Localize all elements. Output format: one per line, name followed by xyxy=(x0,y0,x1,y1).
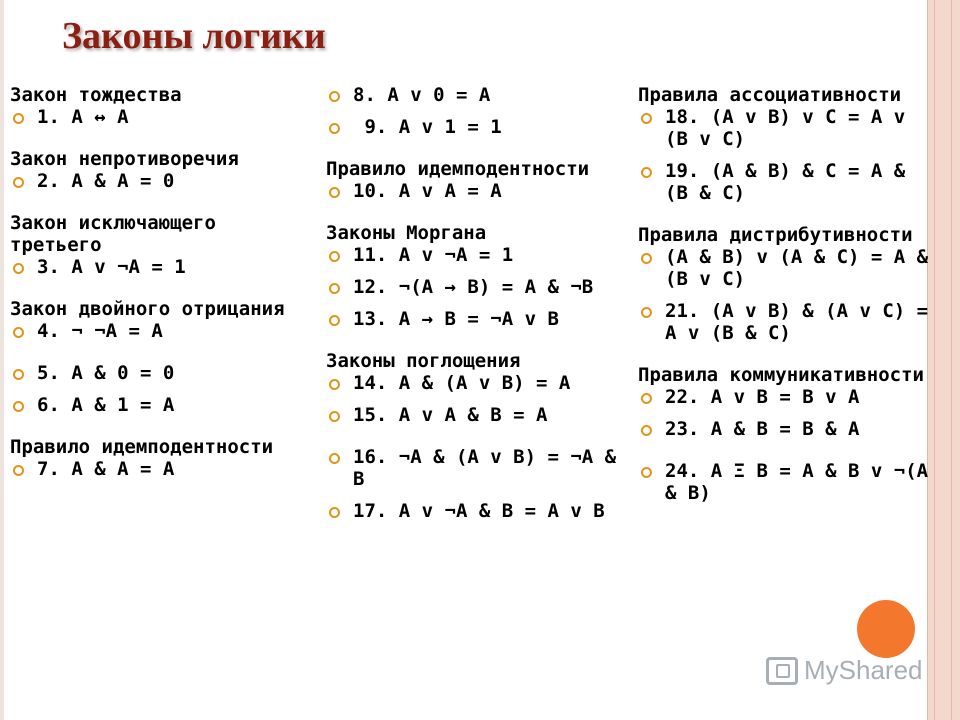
law-block xyxy=(10,298,315,342)
bullet-icon xyxy=(13,465,24,476)
law-block xyxy=(638,460,938,504)
law-heading: Закон тождества xyxy=(10,84,182,106)
law-item: 7. A & A = A xyxy=(10,458,315,480)
law-item: 14. A & (A v B) = A xyxy=(326,372,626,394)
law-heading: Законы поглощения xyxy=(326,350,521,372)
bullet-icon xyxy=(641,167,652,178)
bullet-icon xyxy=(641,467,652,478)
bullet-icon xyxy=(329,315,340,326)
bullet-icon xyxy=(329,379,340,390)
myshared-logo-icon xyxy=(766,657,798,685)
bullet-icon xyxy=(641,307,652,318)
bullet-icon xyxy=(13,263,24,274)
law-block xyxy=(10,436,315,480)
law-block xyxy=(326,350,626,426)
law-item: 10. A v A = A xyxy=(326,180,626,202)
law-item: 13. A → B = ¬A v B xyxy=(326,308,626,330)
column-middle xyxy=(326,84,626,522)
law-block xyxy=(326,446,626,522)
law-block xyxy=(10,84,315,128)
bullet-icon xyxy=(13,401,24,412)
law-block xyxy=(10,148,315,192)
bullet-icon xyxy=(641,393,652,404)
bullet-icon xyxy=(641,425,652,436)
column-left xyxy=(10,84,315,480)
law-item: 8. A v 0 = A xyxy=(326,84,626,106)
bullet-icon xyxy=(329,123,340,134)
law-item: 24. A Ξ B = A & B v ¬(A & B) xyxy=(638,460,938,504)
watermark-text: MyShared xyxy=(804,655,923,685)
law-block xyxy=(10,362,315,416)
law-block xyxy=(638,364,938,440)
law-heading: Правило идемподентности xyxy=(10,436,274,458)
law-item: 2. A & A = 0 xyxy=(10,170,315,192)
law-item: 22. A v B = B v A xyxy=(638,386,938,408)
law-heading: Законы Моргана xyxy=(326,222,487,244)
bullet-icon xyxy=(329,251,340,262)
law-item: 16. ¬A & (A v B) = ¬A & B xyxy=(326,446,626,490)
law-item: 18. (A v B) v C = A v (B v C) xyxy=(638,106,938,150)
law-heading: Закон непротиворечия xyxy=(10,148,239,170)
law-block xyxy=(638,84,938,204)
law-item: (A & B) v (A & C) = A & (B v C) xyxy=(638,246,938,290)
law-heading: Правила коммуникативности xyxy=(638,364,924,386)
bullet-icon xyxy=(641,253,652,264)
law-heading: Закон исключающего третьего xyxy=(10,212,216,256)
bullet-icon xyxy=(13,177,24,188)
bullet-icon xyxy=(329,91,340,102)
watermark xyxy=(766,655,923,686)
law-block xyxy=(638,224,938,344)
law-heading: Правила ассоциативности xyxy=(638,84,902,106)
law-block xyxy=(326,158,626,202)
law-item: 21. (A v B) & (A v C) = A v (B & C) xyxy=(638,300,938,344)
law-item: 1. A ↔ A xyxy=(10,106,315,128)
law-item: 6. A & 1 = A xyxy=(10,394,315,416)
bullet-icon xyxy=(329,507,340,518)
law-heading: Правило идемподентности xyxy=(326,158,590,180)
bullet-icon xyxy=(13,327,24,338)
law-block xyxy=(326,222,626,330)
bullet-icon xyxy=(641,113,652,124)
law-item: 17. A v ¬A & B = A v B xyxy=(326,500,626,522)
bullet-icon xyxy=(329,453,340,464)
law-item: 23. A & B = B & A xyxy=(638,418,938,440)
law-item: 15. A v A & B = A xyxy=(326,404,626,426)
bullet-icon xyxy=(329,187,340,198)
decorative-orange-circle xyxy=(857,600,915,658)
law-block xyxy=(10,212,315,278)
bullet-icon xyxy=(329,411,340,422)
law-item: 11. A v ¬A = 1 xyxy=(326,244,626,266)
law-item: 3. A v ¬A = 1 xyxy=(10,256,315,278)
law-item: 12. ¬(A → B) = A & ¬B xyxy=(326,276,626,298)
left-border xyxy=(0,0,4,720)
slide-title: Законы логики xyxy=(62,15,326,57)
law-heading: Закон двойного отрицания xyxy=(10,298,285,320)
law-heading: Правила дистрибутивности xyxy=(638,224,913,246)
law-item: 4. ¬ ¬A = A xyxy=(10,320,315,342)
law-item: 9. A v 1 = 1 xyxy=(326,116,626,138)
law-item: 5. A & 0 = 0 xyxy=(10,362,315,384)
law-item: 19. (A & B) & C = A & (B & C) xyxy=(638,160,938,204)
bullet-icon xyxy=(13,369,24,380)
law-block xyxy=(326,84,626,138)
bullet-icon xyxy=(329,283,340,294)
column-right xyxy=(638,84,938,504)
bullet-icon xyxy=(13,113,24,124)
